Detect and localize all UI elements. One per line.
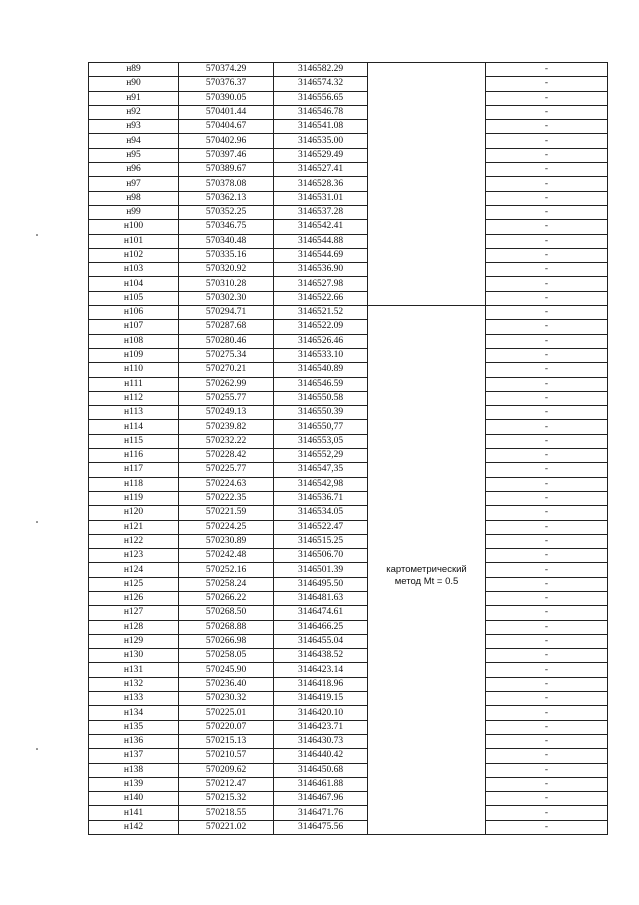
cell-y-coordinate: 3146537.28 bbox=[274, 205, 368, 219]
cell-y-coordinate: 3146536.90 bbox=[274, 263, 368, 277]
cell-y-coordinate: 3146582.29 bbox=[274, 63, 368, 77]
cell-note: - bbox=[486, 363, 608, 377]
cell-note: - bbox=[486, 634, 608, 648]
cell-y-coordinate: 3146521.52 bbox=[274, 306, 368, 320]
cell-y-coordinate: 3146438.52 bbox=[274, 649, 368, 663]
cell-x-coordinate: 570218.55 bbox=[179, 806, 274, 820]
cell-point-id: н114 bbox=[89, 420, 179, 434]
scan-speck bbox=[36, 748, 38, 750]
cell-note: - bbox=[486, 549, 608, 563]
cell-x-coordinate: 570220.07 bbox=[179, 720, 274, 734]
cell-point-id: н129 bbox=[89, 634, 179, 648]
cell-y-coordinate: 3146550.58 bbox=[274, 391, 368, 405]
cell-note: - bbox=[486, 291, 608, 305]
table-row bbox=[89, 220, 608, 234]
cell-x-coordinate: 570352.25 bbox=[179, 205, 274, 219]
cell-x-coordinate: 570230.89 bbox=[179, 534, 274, 548]
cell-y-coordinate: 3146553,05 bbox=[274, 434, 368, 448]
cell-note: - bbox=[486, 134, 608, 148]
cell-note: - bbox=[486, 463, 608, 477]
cell-y-coordinate: 3146474.61 bbox=[274, 606, 368, 620]
cell-x-coordinate: 570245.90 bbox=[179, 663, 274, 677]
cell-y-coordinate: 3146533.10 bbox=[274, 348, 368, 362]
cell-point-id: н126 bbox=[89, 591, 179, 605]
table-row bbox=[89, 477, 608, 491]
cell-point-id: н116 bbox=[89, 449, 179, 463]
cell-note: - bbox=[486, 806, 608, 820]
table-row bbox=[89, 120, 608, 134]
cell-note: - bbox=[486, 306, 608, 320]
table-row bbox=[89, 491, 608, 505]
cell-x-coordinate: 570232.22 bbox=[179, 434, 274, 448]
cell-note: - bbox=[486, 320, 608, 334]
cell-point-id: н124 bbox=[89, 563, 179, 577]
cell-y-coordinate: 3146526.46 bbox=[274, 334, 368, 348]
cell-point-id: н140 bbox=[89, 792, 179, 806]
cell-y-coordinate: 3146423.71 bbox=[274, 720, 368, 734]
cell-y-coordinate: 3146522.09 bbox=[274, 320, 368, 334]
cell-y-coordinate: 3146420.10 bbox=[274, 706, 368, 720]
cell-x-coordinate: 570224.25 bbox=[179, 520, 274, 534]
cell-y-coordinate: 3146455.04 bbox=[274, 634, 368, 648]
cell-y-coordinate: 3146506.70 bbox=[274, 549, 368, 563]
cell-point-id: н120 bbox=[89, 506, 179, 520]
cell-note: - bbox=[486, 534, 608, 548]
method-label-line-1: картометрический bbox=[386, 564, 467, 576]
cell-point-id: н134 bbox=[89, 706, 179, 720]
cell-x-coordinate: 570275.34 bbox=[179, 348, 274, 362]
cell-y-coordinate: 3146544.88 bbox=[274, 234, 368, 248]
table-row bbox=[89, 406, 608, 420]
cell-y-coordinate: 3146430.73 bbox=[274, 734, 368, 748]
cell-y-coordinate: 3146475.56 bbox=[274, 820, 368, 834]
cell-x-coordinate: 570212.47 bbox=[179, 777, 274, 791]
method-label-line-2: метод Mt = 0.5 bbox=[394, 576, 459, 588]
cell-x-coordinate: 570401.44 bbox=[179, 105, 274, 119]
table-row bbox=[89, 263, 608, 277]
cell-note: - bbox=[486, 777, 608, 791]
cell-note: - bbox=[486, 649, 608, 663]
cell-x-coordinate: 570221.59 bbox=[179, 506, 274, 520]
cell-x-coordinate: 570215.13 bbox=[179, 734, 274, 748]
cell-x-coordinate: 570390.05 bbox=[179, 91, 274, 105]
cell-point-id: н138 bbox=[89, 763, 179, 777]
cell-note: - bbox=[486, 163, 608, 177]
cell-y-coordinate: 3146501.39 bbox=[274, 563, 368, 577]
cell-point-id: н94 bbox=[89, 134, 179, 148]
cell-y-coordinate: 3146531.01 bbox=[274, 191, 368, 205]
coordinates-table bbox=[88, 62, 608, 835]
cell-y-coordinate: 3146467.96 bbox=[274, 792, 368, 806]
cell-x-coordinate: 570266.98 bbox=[179, 634, 274, 648]
table-row bbox=[89, 677, 608, 691]
table-row bbox=[89, 205, 608, 219]
cell-x-coordinate: 570222.35 bbox=[179, 491, 274, 505]
cell-x-coordinate: 570376.37 bbox=[179, 77, 274, 91]
table-row bbox=[89, 277, 608, 291]
scan-speck bbox=[36, 521, 38, 523]
cell-y-coordinate: 3146550,77 bbox=[274, 420, 368, 434]
cell-point-id: н107 bbox=[89, 320, 179, 334]
cell-point-id: н123 bbox=[89, 549, 179, 563]
table-row bbox=[89, 777, 608, 791]
cell-x-coordinate: 570389.67 bbox=[179, 163, 274, 177]
table-row bbox=[89, 334, 608, 348]
cell-method-block-1 bbox=[368, 63, 486, 306]
cell-y-coordinate: 3146450.68 bbox=[274, 763, 368, 777]
cell-point-id: н142 bbox=[89, 820, 179, 834]
table-row bbox=[89, 591, 608, 605]
cell-point-id: н99 bbox=[89, 205, 179, 219]
cell-note: - bbox=[486, 491, 608, 505]
cell-note: - bbox=[486, 277, 608, 291]
table-row bbox=[89, 320, 608, 334]
cell-x-coordinate: 570335.16 bbox=[179, 248, 274, 262]
cell-point-id: н121 bbox=[89, 520, 179, 534]
table-row bbox=[89, 549, 608, 563]
table-row bbox=[89, 734, 608, 748]
cell-note: - bbox=[486, 734, 608, 748]
cell-x-coordinate: 570287.68 bbox=[179, 320, 274, 334]
cell-x-coordinate: 570268.50 bbox=[179, 606, 274, 620]
table-row bbox=[89, 806, 608, 820]
cell-point-id: н112 bbox=[89, 391, 179, 405]
table-row bbox=[89, 520, 608, 534]
cell-note: - bbox=[486, 63, 608, 77]
cell-x-coordinate: 570210.57 bbox=[179, 749, 274, 763]
cell-point-id: н93 bbox=[89, 120, 179, 134]
cell-y-coordinate: 3146542,98 bbox=[274, 477, 368, 491]
cell-point-id: н132 bbox=[89, 677, 179, 691]
cell-y-coordinate: 3146546.78 bbox=[274, 105, 368, 119]
cell-y-coordinate: 3146440.42 bbox=[274, 749, 368, 763]
cell-note: - bbox=[486, 606, 608, 620]
cell-x-coordinate: 570346.75 bbox=[179, 220, 274, 234]
cell-y-coordinate: 3146466.25 bbox=[274, 620, 368, 634]
cell-note: - bbox=[486, 148, 608, 162]
cell-note: - bbox=[486, 749, 608, 763]
cell-note: - bbox=[486, 334, 608, 348]
cell-note: - bbox=[486, 234, 608, 248]
cell-point-id: н102 bbox=[89, 248, 179, 262]
cell-note: - bbox=[486, 591, 608, 605]
cell-note: - bbox=[486, 348, 608, 362]
cell-x-coordinate: 570242.48 bbox=[179, 549, 274, 563]
cell-x-coordinate: 570320.92 bbox=[179, 263, 274, 277]
cell-note: - bbox=[486, 577, 608, 591]
cell-x-coordinate: 570302.30 bbox=[179, 291, 274, 305]
cell-y-coordinate: 3146418.96 bbox=[274, 677, 368, 691]
cell-point-id: н128 bbox=[89, 620, 179, 634]
cell-x-coordinate: 570378.08 bbox=[179, 177, 274, 191]
cell-x-coordinate: 570340.48 bbox=[179, 234, 274, 248]
table-row bbox=[89, 820, 608, 834]
cell-point-id: н97 bbox=[89, 177, 179, 191]
cell-y-coordinate: 3146556.65 bbox=[274, 91, 368, 105]
cell-y-coordinate: 3146550.39 bbox=[274, 406, 368, 420]
cell-point-id: н115 bbox=[89, 434, 179, 448]
table-row bbox=[89, 606, 608, 620]
cell-point-id: н135 bbox=[89, 720, 179, 734]
cell-point-id: н111 bbox=[89, 377, 179, 391]
cell-x-coordinate: 570236.40 bbox=[179, 677, 274, 691]
cell-point-id: н133 bbox=[89, 692, 179, 706]
cell-x-coordinate: 570258.05 bbox=[179, 649, 274, 663]
cell-note: - bbox=[486, 663, 608, 677]
cell-point-id: н139 bbox=[89, 777, 179, 791]
cell-point-id: н105 bbox=[89, 291, 179, 305]
cell-point-id: н122 bbox=[89, 534, 179, 548]
cell-point-id: н100 bbox=[89, 220, 179, 234]
cell-x-coordinate: 570294.71 bbox=[179, 306, 274, 320]
cell-point-id: н109 bbox=[89, 348, 179, 362]
cell-point-id: н92 bbox=[89, 105, 179, 119]
cell-point-id: н136 bbox=[89, 734, 179, 748]
cell-note: - bbox=[486, 177, 608, 191]
cell-y-coordinate: 3146534.05 bbox=[274, 506, 368, 520]
cell-note: - bbox=[486, 91, 608, 105]
cell-y-coordinate: 3146481.63 bbox=[274, 591, 368, 605]
cell-y-coordinate: 3146423.14 bbox=[274, 663, 368, 677]
cell-note: - bbox=[486, 449, 608, 463]
cell-point-id: н91 bbox=[89, 91, 179, 105]
cell-y-coordinate: 3146542.41 bbox=[274, 220, 368, 234]
cell-note: - bbox=[486, 477, 608, 491]
table-row bbox=[89, 463, 608, 477]
cell-note: - bbox=[486, 620, 608, 634]
cell-y-coordinate: 3146546.59 bbox=[274, 377, 368, 391]
cell-y-coordinate: 3146535.00 bbox=[274, 134, 368, 148]
cell-note: - bbox=[486, 563, 608, 577]
cell-point-id: н113 bbox=[89, 406, 179, 420]
table-row bbox=[89, 434, 608, 448]
cell-note: - bbox=[486, 191, 608, 205]
cell-point-id: н131 bbox=[89, 663, 179, 677]
cell-y-coordinate: 3146419.15 bbox=[274, 692, 368, 706]
cell-point-id: н108 bbox=[89, 334, 179, 348]
cell-point-id: н141 bbox=[89, 806, 179, 820]
table-row bbox=[89, 534, 608, 548]
cell-note: - bbox=[486, 506, 608, 520]
table-row bbox=[89, 191, 608, 205]
cell-point-id: н130 bbox=[89, 649, 179, 663]
cell-point-id: н103 bbox=[89, 263, 179, 277]
table-row bbox=[89, 363, 608, 377]
cell-x-coordinate: 570402.96 bbox=[179, 134, 274, 148]
cell-x-coordinate: 570258.24 bbox=[179, 577, 274, 591]
cell-note: - bbox=[486, 120, 608, 134]
cell-y-coordinate: 3146541.08 bbox=[274, 120, 368, 134]
table-row bbox=[89, 649, 608, 663]
table-row bbox=[89, 706, 608, 720]
cell-x-coordinate: 570404.67 bbox=[179, 120, 274, 134]
cell-point-id: н95 bbox=[89, 148, 179, 162]
table-row bbox=[89, 91, 608, 105]
cell-point-id: н101 bbox=[89, 234, 179, 248]
cell-note: - bbox=[486, 77, 608, 91]
cell-x-coordinate: 570225.01 bbox=[179, 706, 274, 720]
cell-x-coordinate: 570224.63 bbox=[179, 477, 274, 491]
cell-note: - bbox=[486, 377, 608, 391]
cell-x-coordinate: 570362.13 bbox=[179, 191, 274, 205]
cell-point-id: н117 bbox=[89, 463, 179, 477]
table-row bbox=[89, 391, 608, 405]
cell-point-id: н119 bbox=[89, 491, 179, 505]
coordinates-table-body bbox=[89, 63, 608, 835]
table-row bbox=[89, 163, 608, 177]
cell-x-coordinate: 570266.22 bbox=[179, 591, 274, 605]
cell-point-id: н89 bbox=[89, 63, 179, 77]
cell-point-id: н90 bbox=[89, 77, 179, 91]
cell-point-id: н96 bbox=[89, 163, 179, 177]
table-row bbox=[89, 420, 608, 434]
table-row bbox=[89, 348, 608, 362]
cell-x-coordinate: 570225.77 bbox=[179, 463, 274, 477]
cell-point-id: н98 bbox=[89, 191, 179, 205]
cell-point-id: н127 bbox=[89, 606, 179, 620]
cell-x-coordinate: 570310.28 bbox=[179, 277, 274, 291]
cell-note: - bbox=[486, 763, 608, 777]
cell-note: - bbox=[486, 406, 608, 420]
table-row bbox=[89, 763, 608, 777]
cell-y-coordinate: 3146527.98 bbox=[274, 277, 368, 291]
cell-x-coordinate: 570262.99 bbox=[179, 377, 274, 391]
table-row bbox=[89, 234, 608, 248]
table-row bbox=[89, 134, 608, 148]
table-row bbox=[89, 177, 608, 191]
cell-note: - bbox=[486, 248, 608, 262]
cell-note: - bbox=[486, 420, 608, 434]
cell-x-coordinate: 570221.02 bbox=[179, 820, 274, 834]
cell-y-coordinate: 3146552,29 bbox=[274, 449, 368, 463]
cell-y-coordinate: 3146461.88 bbox=[274, 777, 368, 791]
cell-x-coordinate: 570239.82 bbox=[179, 420, 274, 434]
cell-x-coordinate: 570397.46 bbox=[179, 148, 274, 162]
cell-x-coordinate: 570374.29 bbox=[179, 63, 274, 77]
table-row bbox=[89, 563, 608, 577]
cell-x-coordinate: 570249.13 bbox=[179, 406, 274, 420]
cell-y-coordinate: 3146544.69 bbox=[274, 248, 368, 262]
table-row bbox=[89, 148, 608, 162]
cell-y-coordinate: 3146471.76 bbox=[274, 806, 368, 820]
cell-x-coordinate: 570255.77 bbox=[179, 391, 274, 405]
table-row bbox=[89, 720, 608, 734]
table-row bbox=[89, 749, 608, 763]
cell-note: - bbox=[486, 391, 608, 405]
table-row bbox=[89, 792, 608, 806]
cell-x-coordinate: 570270.21 bbox=[179, 363, 274, 377]
scan-speck bbox=[36, 234, 38, 236]
cell-point-id: н106 bbox=[89, 306, 179, 320]
cell-method-block-2 bbox=[368, 306, 486, 835]
table-row bbox=[89, 692, 608, 706]
table-row bbox=[89, 449, 608, 463]
cell-y-coordinate: 3146529.49 bbox=[274, 148, 368, 162]
table-row bbox=[89, 63, 608, 77]
cell-x-coordinate: 570215.32 bbox=[179, 792, 274, 806]
cell-y-coordinate: 3146515.25 bbox=[274, 534, 368, 548]
cell-note: - bbox=[486, 820, 608, 834]
table-row bbox=[89, 663, 608, 677]
table-row bbox=[89, 620, 608, 634]
cell-x-coordinate: 570252.16 bbox=[179, 563, 274, 577]
cell-point-id: н110 bbox=[89, 363, 179, 377]
table-row bbox=[89, 306, 608, 320]
table-row bbox=[89, 291, 608, 305]
cell-y-coordinate: 3146522.66 bbox=[274, 291, 368, 305]
cell-note: - bbox=[486, 677, 608, 691]
cell-note: - bbox=[486, 263, 608, 277]
cell-note: - bbox=[486, 220, 608, 234]
cell-point-id: н104 bbox=[89, 277, 179, 291]
table-row bbox=[89, 77, 608, 91]
cell-point-id: н125 bbox=[89, 577, 179, 591]
cell-x-coordinate: 570228.42 bbox=[179, 449, 274, 463]
cell-y-coordinate: 3146536.71 bbox=[274, 491, 368, 505]
cell-note: - bbox=[486, 706, 608, 720]
table-row bbox=[89, 506, 608, 520]
table-row bbox=[89, 248, 608, 262]
cell-y-coordinate: 3146540.89 bbox=[274, 363, 368, 377]
cell-y-coordinate: 3146495.50 bbox=[274, 577, 368, 591]
cell-note: - bbox=[486, 720, 608, 734]
cell-y-coordinate: 3146522.47 bbox=[274, 520, 368, 534]
cell-point-id: н137 bbox=[89, 749, 179, 763]
cell-note: - bbox=[486, 520, 608, 534]
cell-y-coordinate: 3146547,35 bbox=[274, 463, 368, 477]
cell-note: - bbox=[486, 105, 608, 119]
table-row bbox=[89, 377, 608, 391]
cell-y-coordinate: 3146528.36 bbox=[274, 177, 368, 191]
cell-x-coordinate: 570268.88 bbox=[179, 620, 274, 634]
cell-x-coordinate: 570209.62 bbox=[179, 763, 274, 777]
cell-y-coordinate: 3146527.41 bbox=[274, 163, 368, 177]
cell-note: - bbox=[486, 205, 608, 219]
cell-note: - bbox=[486, 434, 608, 448]
cell-x-coordinate: 570230.32 bbox=[179, 692, 274, 706]
cell-point-id: н118 bbox=[89, 477, 179, 491]
cell-x-coordinate: 570280.46 bbox=[179, 334, 274, 348]
cell-y-coordinate: 3146574.32 bbox=[274, 77, 368, 91]
table-row bbox=[89, 634, 608, 648]
cell-note: - bbox=[486, 792, 608, 806]
cell-note: - bbox=[486, 692, 608, 706]
table-row bbox=[89, 577, 608, 591]
table-row bbox=[89, 105, 608, 119]
